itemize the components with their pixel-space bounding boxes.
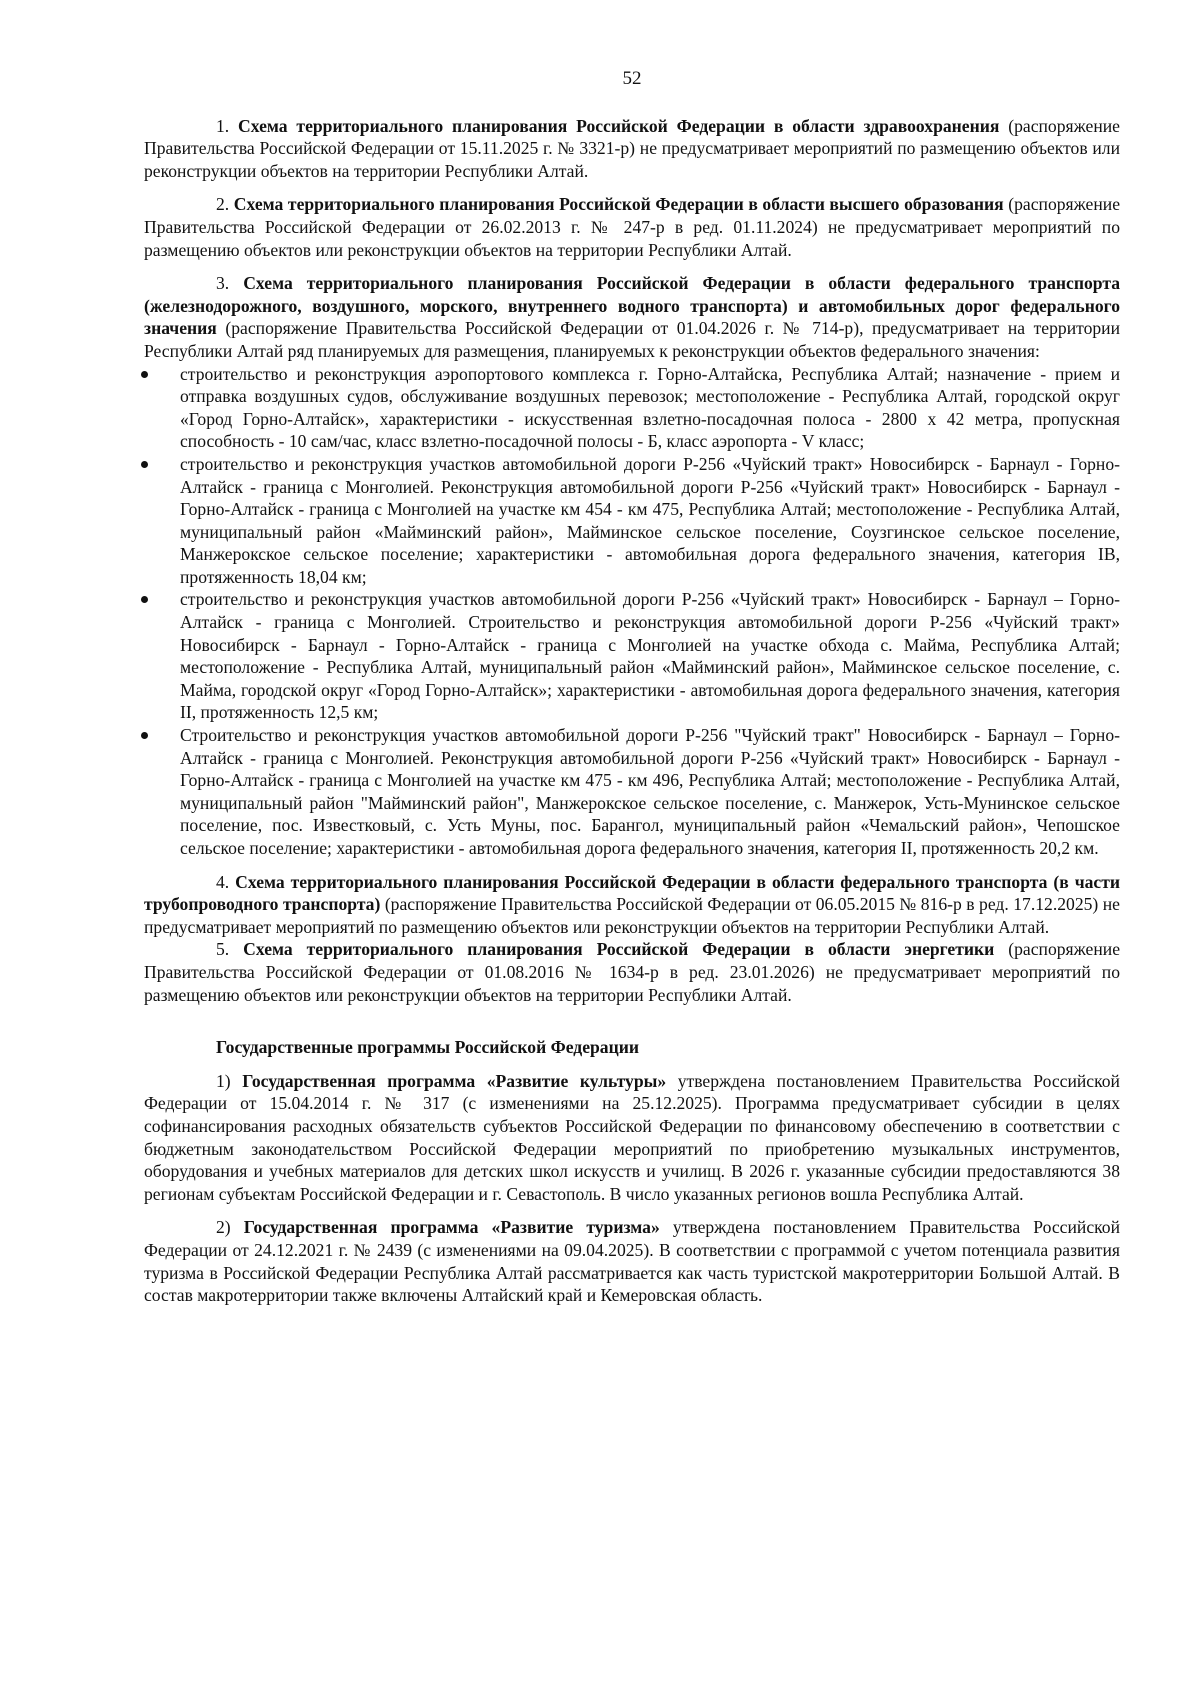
page-number: 52 <box>622 68 642 89</box>
paragraph-item-1 <box>144 115 1120 183</box>
item-text: утверждена постановлением Правительства Российской Федерации от 24.12.2021 г. № 2439 (с изменениями на 09.04.2025). В соответствии с программой с учетом потенциала развития туризма в Российской Федерации Республика Алтай рассматривается как часть туристской макротерритории Большой Алтай. В состав макротерритории также включены Алтайский край и Кемеровская область. <box>144 1217 1120 1306</box>
item-title: Государственная программа «Развитие культуры» <box>242 1070 667 1091</box>
bullet-item: Строительство и реконструкция участков автомобильной дороги Р-256 "Чуйский тракт" Новосибирск - Барнаул – Горно-Алтайск - граница с Монголией. Реконструкция автомобильной дороги Р-256 «Чуйский тракт» Новосибирск - Барнаул - Горно-Алтайск - граница с Монголией на участке км 475 - км 496, Республика Алтай; местоположение - Республика Алтай, муниципальный район "Майминский район", Манжерокское сельское поселение, с. Манжерок, Усть-Мунинское сельское поселение, пос. Известковый, с. Усть Муны, пос. Барангол, муниципальный район «Чемальский район», Чепошское сельское поселение; характеристики - автомобильная дорога федерального значения, категория II, протяженность 20,2 км. <box>144 724 1120 860</box>
paragraph-program-2 <box>144 1216 1120 1306</box>
item-title: Схема территориального планирования Российской Федерации в области высшего образования <box>233 194 1004 215</box>
item-text: утверждена постановлением Правительства Российской Федерации от 15.04.2014 г. № 317 (с изменениями на 25.12.2025). Программа предусматривает субсидии в целях софинансирования расходных обязательств субъектов Российской Федерации по финансовому обеспечению в соответствии с бюджетным законодательством Российской Федерации мероприятий по приобретению музыкальных инструментов, оборудования и учебных материалов для детских школ искусств и училищ. В 2026 г. указанные субсидии предоставляются 38 регионам субъектам Российской Федерации и г. Севастополь. В число указанных регионов вошла Республика Алтай. <box>144 1070 1120 1204</box>
item-text: (распоряжение Правительства Российской Федерации от 01.04.2026 г. № 714-р), предусматривает на территории Республики Алтай ряд планируемых для размещения, планируемых к реконструкции объектов федерального значения: <box>144 318 1120 361</box>
item-text: (распоряжение Правительства Российской Федерации от 01.08.2016 № 1634-р в ред. 23.01.2026) не предусматривает мероприятий по размещению объектов или реконструкции объектов на территории Республики Алтай. <box>144 939 1121 1005</box>
item-title: Схема территориального планирования Российской Федерации в области здравоохранения <box>238 115 1000 136</box>
item-text: (распоряжение Правительства Российской Федерации от 26.02.2013 г. № 247-р в ред. 01.11.2024) не предусматривает мероприятий по размещению объектов или реконструкции объектов на территории Республики Алтай. <box>144 194 1121 260</box>
bullet-item: строительство и реконструкция участков автомобильной дороги Р-256 «Чуйский тракт» Новосибирск - Барнаул - Горно-Алтайск - граница с Монголией. Реконструкция автомобильной дороги Р-256 «Чуйский тракт» Новосибирск - Барнаул - Горно-Алтайск - граница с Монголией на участке км 454 - км 475, Республика Алтай; местоположение - Республика Алтай, муниципальный район «Майминский район», Майминское сельское поселение, Соузгинское сельское поселение, Манжерокское сельское поселение; характеристики - автомобильная дорога федерального значения, категория IВ, протяженность 18,04 км; <box>144 453 1120 589</box>
item-number: 5. <box>216 939 244 960</box>
item-title: Схема территориального планирования Российской Федерации в области энергетики <box>243 939 995 960</box>
bullet-list <box>144 363 1120 860</box>
item-number: 2) <box>216 1217 244 1238</box>
item-number: 4. <box>216 871 236 892</box>
item-text: (распоряжение Правительства Российской Федерации от 15.11.2025 г. № 3321-р) не предусматривает мероприятий по размещению объектов или реконструкции объектов на территории Республики Алтай. <box>144 115 1120 181</box>
paragraph-item-2 <box>144 193 1120 261</box>
item-title: Государственная программа «Развитие туризма» <box>243 1217 660 1238</box>
paragraph-item-4 <box>144 871 1120 939</box>
section-heading: Государственные программы Российской Федерации <box>216 1037 639 1058</box>
paragraph-item-5 <box>144 938 1120 1006</box>
paragraph-program-1 <box>144 1070 1120 1206</box>
item-title: Схема территориального планирования Российской Федерации в области федерального транспорта (в части трубопроводного транспорта) <box>144 871 1120 915</box>
bullet-item: строительство и реконструкция участков автомобильной дороги Р-256 «Чуйский тракт» Новосибирск - Барнаул – Горно-Алтайск - граница с Монголией. Строительство и реконструкция автомобильной дороги Р-256 «Чуйский тракт» Новосибирск - Барнаул - Горно-Алтайск - граница с Монголией на участке обхода с. Майма, Республика Алтай; местоположение - Республика Алтай, муниципальный район «Майминский район», Майминское сельское поселение, с. Майма, городской округ «Город Горно-Алтайск»; характеристики - автомобильная дорога федерального значения, категория II, протяженность 12,5 км; <box>144 588 1120 724</box>
paragraph-item-3 <box>144 272 1120 362</box>
item-text: (распоряжение Правительства Российской Федерации от 06.05.2015 № 816-р в ред. 17.12.2025) не предусматривает мероприятий по размещению объектов или реконструкции объектов на территории Республики Алтай. <box>144 894 1120 937</box>
item-number: 1. <box>216 115 239 136</box>
item-number: 1) <box>216 1070 243 1091</box>
item-title: Схема территориального планирования Российской Федерации в области федерального транспорта (железнодорожного, воздушного, морского, внутреннего водного транспорта) и автомобильных дорог федерального значения <box>144 273 1121 339</box>
item-number: 3. <box>216 273 244 294</box>
bullet-item: строительство и реконструкция аэропортового комплекса г. Горно-Алтайска, Республика Алтай; назначение - прием и отправка воздушных судов, обслуживание воздушных перевозок; местоположение - Республика Алтай, городской округ «Город Горно-Алтайск», характеристики - искусственная взлетно-посадочная полоса - 2800 х 42 метра, пропускная способность - 10 сам/час, класс взлетно-посадочной полосы - Б, класс аэропорта - V класс; <box>144 363 1120 453</box>
item-number: 2. <box>216 194 234 215</box>
